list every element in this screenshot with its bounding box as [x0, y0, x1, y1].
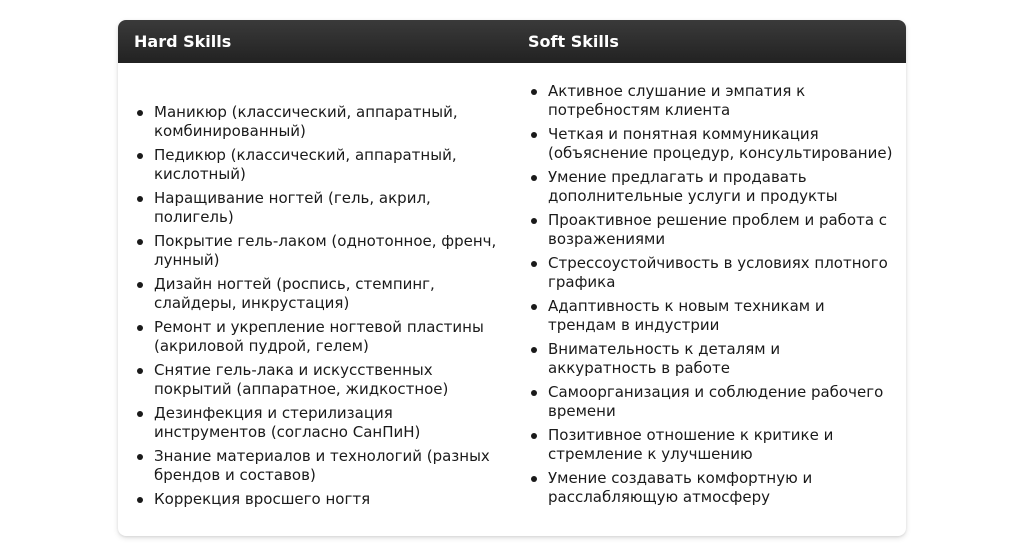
hard-skills-title: Hard Skills [134, 32, 232, 51]
list-item: Позитивное отношение к критике и стремление к улучшению [528, 426, 893, 464]
list-item: Наращивание ногтей (гель, акрил, полигель) [134, 189, 499, 227]
hard-skills-column [118, 63, 512, 536]
list-item: Ремонт и укрепление ногтевой пластины (акриловой пудрой, гелем) [134, 318, 499, 356]
list-item: Умение создавать комфортную и расслабляющую атмосферу [528, 469, 893, 507]
list-item: Снятие гель-лака и искусственных покрытий (аппаратное, жидкостное) [134, 361, 499, 399]
list-item: Активное слушание и эмпатия к потребностям клиента [528, 82, 893, 120]
list-item: Умение предлагать и продавать дополнительные услуги и продукты [528, 168, 893, 206]
list-item: Покрытие гель-лаком (однотонное, френч, лунный) [134, 232, 499, 270]
soft-skills-title: Soft Skills [528, 32, 619, 51]
list-item: Педикюр (классический, аппаратный, кислотный) [134, 146, 499, 184]
list-item: Маникюр (классический, аппаратный, комбинированный) [134, 103, 499, 141]
list-item: Дезинфекция и стерилизация инструментов (согласно СанПиН) [134, 404, 499, 442]
list-item: Дизайн ногтей (роспись, стемпинг, слайдеры, инкрустация) [134, 275, 499, 313]
list-item: Стрессоустойчивость в условиях плотного графика [528, 254, 893, 292]
soft-skills-column [512, 63, 906, 536]
skills-table [118, 20, 906, 536]
list-item: Самоорганизация и соблюдение рабочего времени [528, 383, 893, 421]
list-item: Коррекция вросшего ногтя [134, 490, 499, 509]
table-header [118, 20, 906, 63]
table-body [118, 63, 906, 536]
list-item: Внимательность к деталям и аккуратность в работе [528, 340, 893, 378]
list-item: Проактивное решение проблем и работа с возражениями [528, 211, 893, 249]
soft-skills-list [512, 82, 893, 507]
hard-skills-list [118, 103, 499, 509]
list-item: Адаптивность к новым техникам и трендам в индустрии [528, 297, 893, 335]
list-item: Знание материалов и технологий (разных брендов и составов) [134, 447, 499, 485]
list-item: Четкая и понятная коммуникация (объяснение процедур, консультирование) [528, 125, 893, 163]
